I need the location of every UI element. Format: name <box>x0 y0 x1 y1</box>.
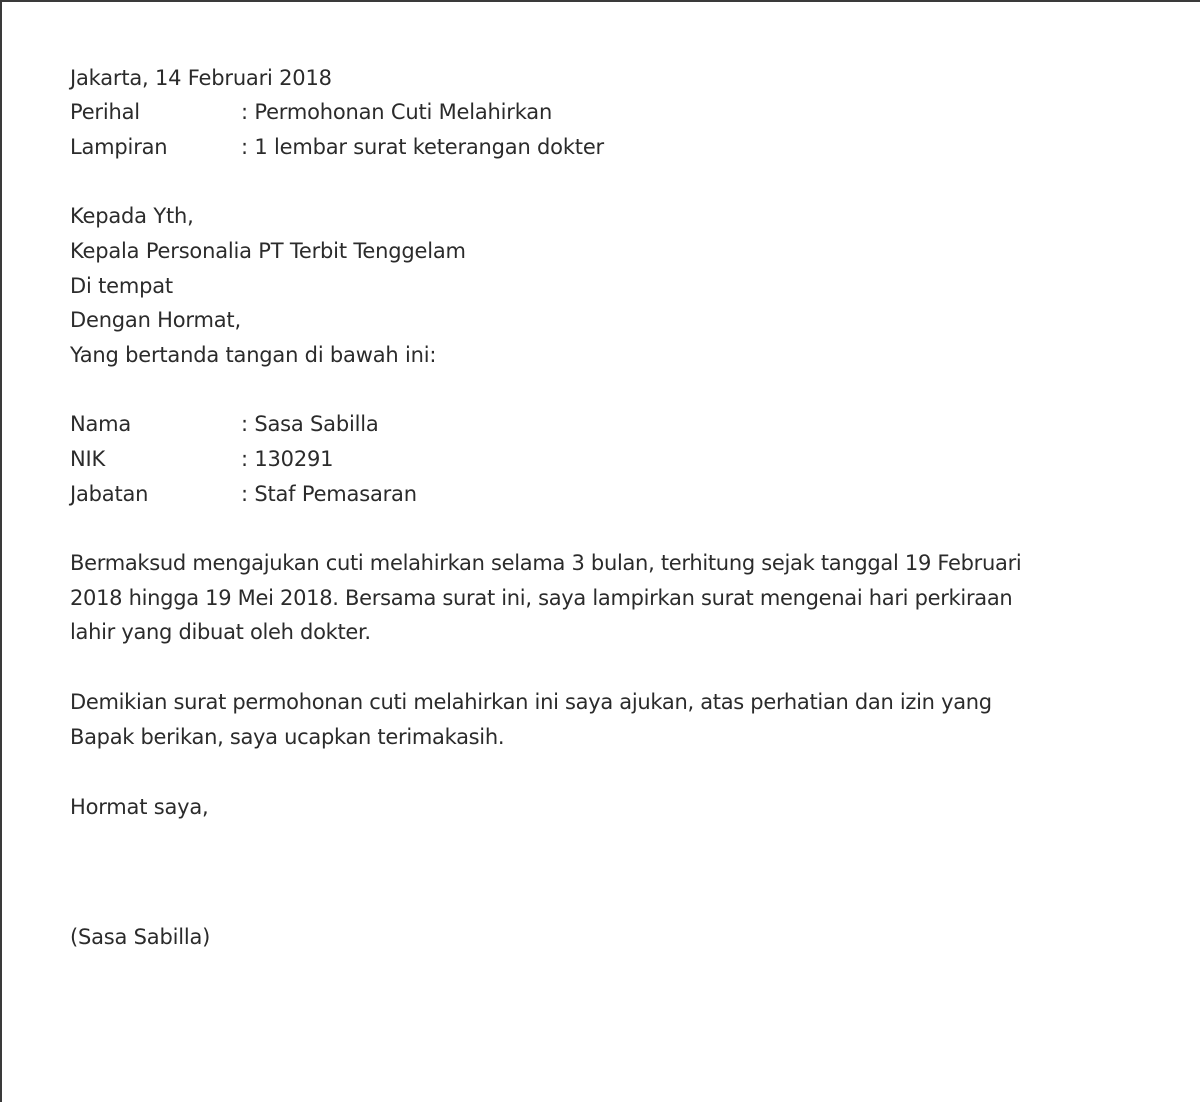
attachment-label: Lampiran <box>70 135 168 159</box>
closing-regards: Hormat saya, <box>70 795 209 819</box>
body-line: 2018 hingga 19 Mei 2018. Bersama surat ini, saya lampirkan surat mengenai hari perkiraan <box>70 585 1013 610</box>
attachment-value: : 1 lembar surat keterangan dokter <box>241 135 604 159</box>
recipient-greeting: Kepada Yth, <box>70 204 194 228</box>
position-label: Jabatan <box>70 482 149 506</box>
position-value: : Staf Pemasaran <box>241 482 417 506</box>
signature-name: (Sasa Sabilla) <box>70 925 211 949</box>
subject-label: Perihal <box>70 100 140 124</box>
body-line: lahir yang dibuat oleh dokter. <box>70 620 371 644</box>
recipient-name: Kepala Personalia PT Terbit Tenggelam <box>70 239 466 263</box>
nik-label: NIK <box>70 447 106 471</box>
name-label: Nama <box>70 412 132 436</box>
salutation: Dengan Hormat, <box>70 308 241 332</box>
recipient-place: Di tempat <box>70 274 173 298</box>
closing-paragraph <box>70 685 1150 754</box>
closing-line: Bapak berikan, saya ucapkan terimakasih. <box>70 724 505 749</box>
name-value: : Sasa Sabilla <box>241 412 379 436</box>
intro-line: Yang bertanda tangan di bawah ini: <box>70 343 437 367</box>
body-paragraph <box>70 546 1150 650</box>
closing-line: Demikian surat permohonan cuti melahirkan ini saya ajukan, atas perhatian dan izin yang <box>70 690 992 714</box>
date-line: Jakarta, 14 Februari 2018 <box>70 66 332 90</box>
body-line: Bermaksud mengajukan cuti melahirkan selama 3 bulan, terhitung sejak tanggal 19 Februari <box>70 551 1022 575</box>
nik-value: : 130291 <box>241 447 334 471</box>
subject-value: : Permohonan Cuti Melahirkan <box>241 100 553 124</box>
